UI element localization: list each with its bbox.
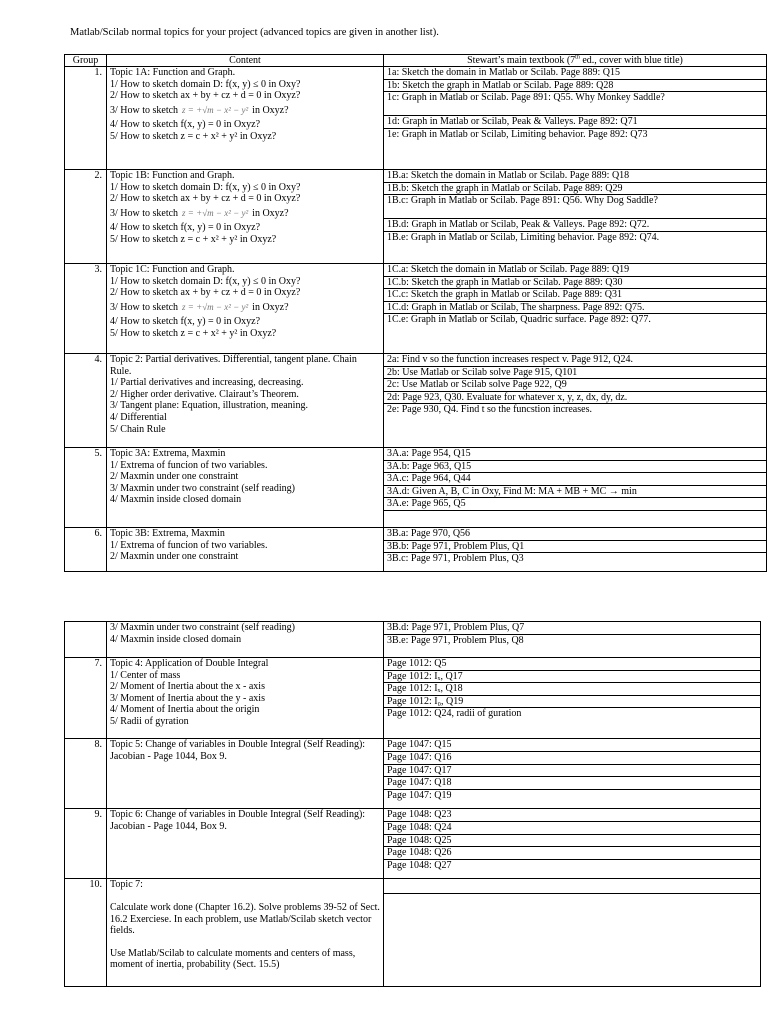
reference-item: 2d: Page 923, Q30. Evaluate for whatever x, y, z, dx, dy, dz.: [384, 392, 766, 405]
reference-item: 1c: Graph in Matlab or Scilab. Page 891: Q55. Why Monkey Saddle?: [384, 92, 766, 116]
reference-item: 3A.a: Page 954, Q15: [384, 448, 766, 461]
content-line: 3/ Moment of Inertia about the y - axis: [110, 692, 265, 704]
header-textbook: Stewart’s main textbook (7th ed., cover with blue title): [384, 55, 767, 67]
formula-image: z = +√m − x² − y²: [182, 104, 249, 115]
reference-item: Page 1048: Q26: [384, 847, 760, 860]
reference-cell: [384, 739, 761, 809]
reference-item: 2a: Find v so the function increases respect v. Page 912, Q24.: [384, 354, 766, 367]
content-line: [110, 891, 380, 902]
content-cell: [107, 739, 384, 809]
content-line: 1/ How to sketch domain D: f(x, y) ≤ 0 in Oxy?: [110, 78, 301, 90]
reference-cell: [384, 67, 767, 170]
group-number: 9.: [65, 809, 107, 879]
table-row: [65, 67, 767, 170]
content-cell: [107, 170, 384, 264]
reference-item: 1b: Sketch the graph in Matlab or Scilab. Page 889: Q28: [384, 80, 766, 93]
reference-item: 1a: Sketch the domain in Matlab or Scilab. Page 889: Q15: [384, 67, 766, 80]
content-line: 3/ Maxmin under two constraint (self reading): [110, 622, 295, 633]
header-group: Group: [65, 55, 107, 67]
content-cell: [107, 448, 384, 528]
reference-item: [384, 511, 766, 527]
content-line: Topic 3A: Extrema, Maxmin: [110, 448, 226, 459]
reference-item: 3A.d: Given A, B, C in Oxy, Find M: MA + MB + MC → min: [384, 486, 766, 499]
reference-item: [384, 894, 760, 984]
header-content: Content: [107, 55, 384, 67]
reference-item: Page 1048: Q24: [384, 822, 760, 835]
reference-item: 3B.e: Page 971, Problem Plus, Q8: [387, 634, 524, 646]
content-cell: [107, 527, 384, 571]
content-line: 3/ How to sketch z = +√m − x² − y² in Oxyz?: [110, 301, 289, 313]
reference-item: 3B.d: Page 971, Problem Plus, Q7: [384, 622, 760, 635]
group-number: 7.: [65, 658, 107, 739]
reference-item: 3B.c: Page 971, Problem Plus, Q3: [387, 553, 524, 565]
table-row: [65, 658, 761, 739]
content-line: Topic 3B: Extrema, Maxmin: [110, 527, 225, 539]
reference-item: 1B.a: Sketch the domain in Matlab or Scilab. Page 889: Q18: [384, 170, 766, 183]
content-line: 5/ Chain Rule: [110, 423, 166, 435]
content-line: Calculate work done (Chapter 16.2). Solve problems 39-52 of Sect. 16.2 Exerciese. In each problem, use Matlab/Scilab sketch vector fields.: [110, 901, 380, 937]
content-line: 1/ Partial derivatives and increasing, decreasing.: [110, 377, 304, 389]
table-row: [65, 622, 761, 658]
group-number: 6.: [65, 527, 107, 571]
reference-item: Page 1047: Q18: [384, 777, 760, 790]
content-line: 2/ Moment of Inertia about the x - axis: [110, 681, 265, 693]
group-number: 8.: [65, 739, 107, 809]
content-line: Topic 7:: [110, 879, 143, 891]
content-line: 2/ How to sketch ax + by + cz + d = 0 in Oxyz?: [110, 287, 301, 299]
content-line: 4/ How to sketch f(x, y) = 0 in Oxyz?: [110, 316, 261, 328]
content-cell: [107, 67, 384, 170]
group-number: [65, 622, 107, 658]
content-line: 4/ Differential: [110, 411, 167, 423]
table-row: [65, 879, 761, 987]
content-line: 3/ How to sketch z = +√m − x² − y² in Oxyz?: [110, 104, 289, 116]
content-line: 2/ Maxmin under one constraint: [110, 551, 239, 563]
reference-item: 3A.c: Page 964, Q44: [384, 473, 766, 486]
reference-item: Page 1012: Q24, radii of guration: [387, 708, 522, 720]
content-line: 1/ Center of mass: [110, 669, 181, 681]
content-line: 3/ Maxmin under two constraint (self reading): [110, 482, 295, 494]
content-line: 5/ Radii of gyration: [110, 715, 189, 727]
reference-cell: [384, 879, 761, 987]
reference-item: 1C.e: Graph in Matlab or Scilab, Quadric surface. Page 892: Q77.: [387, 314, 651, 326]
content-line: 4/ Maxmin inside closed domain: [110, 633, 242, 645]
content-line: 2/ Higher order derivative. Clairaut’s Theorem.: [110, 388, 299, 400]
reference-item: Page 1047: Q17: [384, 765, 760, 778]
content-cell: [107, 264, 384, 354]
reference-cell: [384, 809, 761, 879]
table-row: [65, 170, 767, 264]
reference-cell: [384, 354, 767, 448]
content-cell: [107, 879, 384, 987]
table-row: [65, 448, 767, 528]
reference-item: Page 1012: Q5: [384, 658, 760, 671]
formula-image: z = +√m − x² − y²: [182, 207, 249, 218]
table-row: [65, 264, 767, 354]
content-line: [110, 937, 380, 948]
content-line: 3/ Tangent plane: Equation, illustration, meaning.: [110, 400, 308, 412]
content-line: Use Matlab/Scilab to calculate moments and centers of mass, moment of inertia, probability (Sect. 15.5): [110, 947, 356, 971]
content-line: 1/ How to sketch domain D: f(x, y) ≤ 0 in Oxy?: [110, 275, 301, 287]
reference-cell: [384, 170, 767, 264]
reference-cell: [384, 264, 767, 354]
content-line: 4/ Maxmin inside closed domain: [110, 494, 242, 506]
content-cell: [107, 622, 384, 658]
reference-cell: [384, 622, 761, 658]
content-cell: [107, 354, 384, 448]
content-line: Topic 1C: Function and Graph.: [110, 264, 235, 275]
content-line: 4/ Moment of Inertia about the origin: [110, 704, 260, 716]
content-line: Topic 1B: Function and Graph.: [110, 170, 235, 181]
reference-cell: [384, 658, 761, 739]
reference-item: 2b: Use Matlab or Scilab solve Page 915, Q101: [384, 367, 766, 380]
content-line: 1/ Extrema of funcion of two variables.: [110, 539, 268, 551]
reference-item: 1B.e: Graph in Matlab or Scilab, Limiting behavior. Page 892: Q74.: [387, 231, 660, 243]
content-line: Topic 5: Change of variables in Double Integral (Self Reading): Jacobian - Page 1044, Box 9.: [110, 739, 366, 762]
content-cell: [107, 658, 384, 739]
table-row: [65, 739, 761, 809]
reference-item: 1C.a: Sketch the domain in Matlab or Scilab. Page 889: Q19: [384, 264, 766, 277]
reference-item: 1d: Graph in Matlab or Scilab, Peak & Valleys. Page 892: Q71: [384, 116, 766, 129]
table-row: [65, 354, 767, 448]
group-number: 4.: [65, 354, 107, 448]
reference-item: 1C.c: Sketch the graph in Matlab or Scilab. Page 889: Q31: [384, 289, 766, 302]
content-line: 5/ How to sketch z = c + x² + y² in Oxyz?: [110, 130, 277, 142]
reference-item: Page 1012: I₀, Q19: [384, 696, 760, 709]
reference-item: 1B.c: Graph in Matlab or Scilab. Page 891: Q56. Why Dog Saddle?: [384, 195, 766, 219]
content-line: 2/ How to sketch ax + by + cz + d = 0 in Oxyz?: [110, 90, 301, 102]
reference-item: [384, 879, 760, 894]
reference-item: Page 1047: Q19: [387, 789, 452, 801]
reference-cell: [384, 527, 767, 571]
content-line: Topic 1A: Function and Graph.: [110, 67, 236, 78]
content-line: 3/ How to sketch z = +√m − x² − y² in Oxyz?: [110, 207, 289, 219]
reference-item: 1C.b: Sketch the graph in Matlab or Scilab. Page 889: Q30: [384, 277, 766, 290]
content-line: 1/ Extrema of funcion of two variables.: [110, 459, 268, 471]
content-line: 5/ How to sketch z = c + x² + y² in Oxyz?: [110, 233, 277, 245]
reference-item: 3B.a: Page 970, Q56: [384, 528, 766, 541]
topics-table-2: [64, 621, 761, 987]
content-line: Topic 6: Change of variables in Double Integral (Self Reading): Jacobian - Page 1044, Box 9.: [110, 809, 366, 832]
group-number: 10.: [65, 879, 107, 987]
group-number: 2.: [65, 170, 107, 264]
content-line: Topic 2: Partial derivatives. Differential, tangent plane. Chain Rule.: [110, 354, 357, 377]
header-row: [65, 55, 767, 67]
table-row: [65, 527, 767, 571]
reference-item: 2e: Page 930, Q4. Find t so the funcstion increases.: [387, 404, 592, 416]
group-number: 3.: [65, 264, 107, 354]
reference-item: 1e: Graph in Matlab or Scilab, Limiting behavior. Page 892: Q73: [387, 128, 648, 140]
group-number: 1.: [65, 67, 107, 170]
content-line: 2/ Maxmin under one constraint: [110, 471, 239, 483]
table-row: [65, 809, 761, 879]
content-line: 4/ How to sketch f(x, y) = 0 in Oxyz?: [110, 222, 261, 234]
reference-item: 3A.b: Page 963, Q15: [384, 461, 766, 474]
reference-item: Page 1048: Q23: [384, 809, 760, 822]
reference-item: 1B.d: Graph in Matlab or Scilab, Peak & Valleys. Page 892: Q72.: [384, 219, 766, 232]
content-line: 5/ How to sketch z = c + x² + y² in Oxyz?: [110, 327, 277, 339]
reference-item: 1C.d: Graph in Matlab or Scilab, The sharpness. Page 892: Q75.: [384, 302, 766, 315]
reference-item: Page 1048: Q27: [387, 859, 452, 871]
content-line: 2/ How to sketch ax + by + cz + d = 0 in Oxyz?: [110, 193, 301, 205]
reference-item: 2c: Use Matlab or Scilab solve Page 922, Q9: [384, 379, 766, 392]
reference-cell: [384, 448, 767, 528]
formula-image: z = +√m − x² − y²: [182, 301, 249, 312]
reference-item: Page 1012: Iₓ, Q17: [384, 671, 760, 684]
intro-text: Matlab/Scilab normal topics for your project (advanced topics are given in another list).: [70, 27, 439, 38]
reference-item: Page 1047: Q15: [384, 739, 760, 752]
content-line: 1/ How to sketch domain D: f(x, y) ≤ 0 in Oxy?: [110, 181, 301, 193]
topics-table-1: [64, 54, 767, 572]
content-line: Topic 4: Application of Double Integral: [110, 658, 269, 669]
reference-item: 3B.b: Page 971, Problem Plus, Q1: [384, 541, 766, 554]
reference-item: Page 1047: Q16: [384, 752, 760, 765]
content-line: 4/ How to sketch f(x, y) = 0 in Oxyz?: [110, 119, 261, 131]
reference-item: 1B.b: Sketch the graph in Matlab or Scilab. Page 889: Q29: [384, 183, 766, 196]
content-cell: [107, 809, 384, 879]
reference-item: 3A.e: Page 965, Q5: [384, 498, 766, 511]
reference-item: Page 1012: Iₓ, Q18: [384, 683, 760, 696]
reference-item: Page 1048: Q25: [384, 835, 760, 848]
group-number: 5.: [65, 448, 107, 528]
